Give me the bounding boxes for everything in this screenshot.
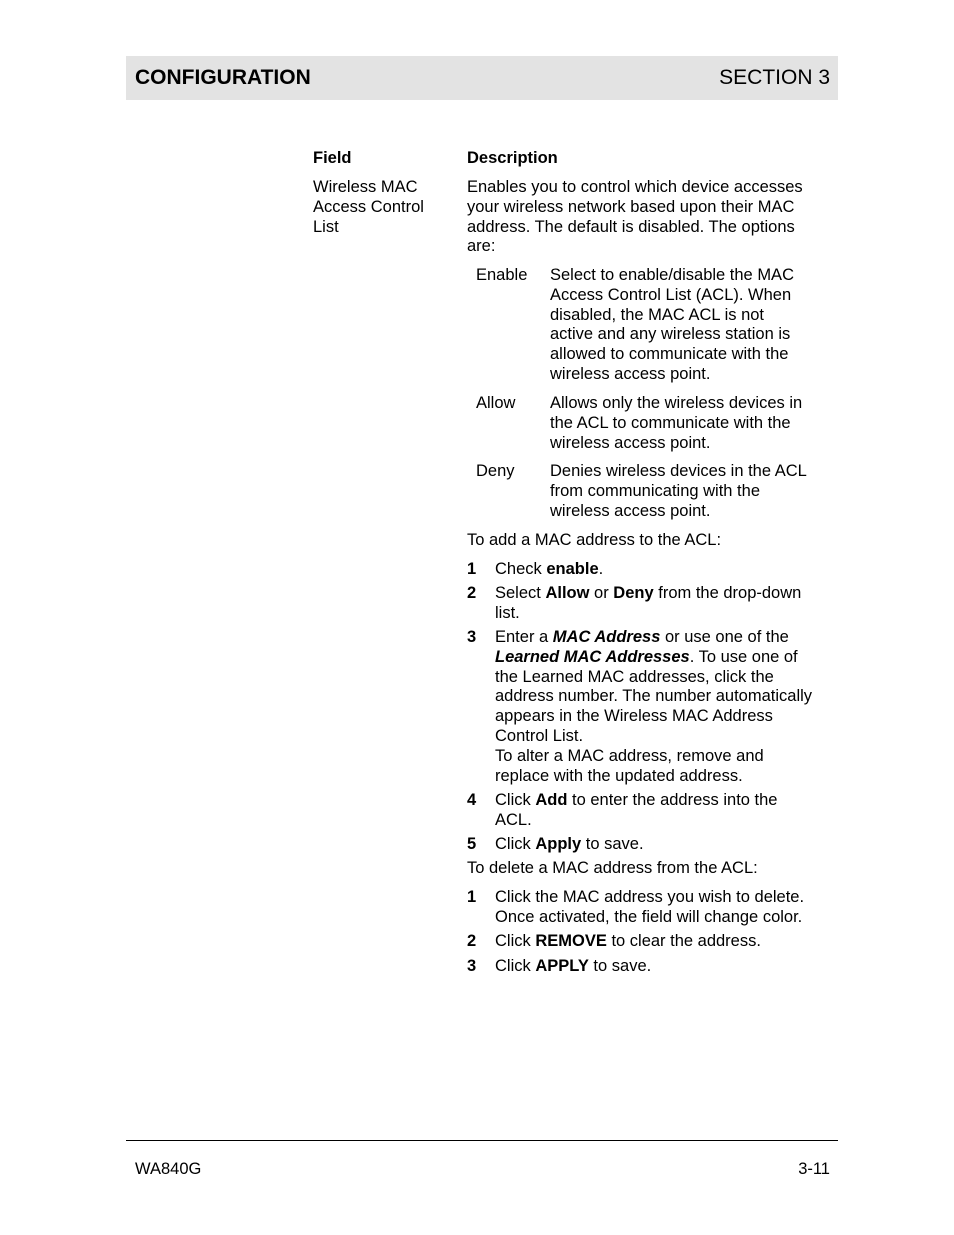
step-number: 5 (467, 835, 477, 853)
option-line: wireless access point. (550, 433, 711, 452)
option-line: disabled, the MAC ACL is not (550, 305, 765, 324)
option-term-deny: Deny (476, 462, 515, 480)
option-line: Access Control List (ACL). When (550, 285, 792, 304)
footer-page-number: 3-11 (798, 1160, 830, 1178)
footer-model: WA840G (135, 1160, 202, 1178)
option-line: Allows only the wireless devices in (550, 394, 803, 412)
delete-step-2: Click REMOVE to clear the address. (495, 932, 761, 950)
option-line: Select to enable/disable the MAC (550, 266, 794, 284)
option-line: wireless access point. (550, 364, 711, 383)
chapter-title: CONFIGURATION (135, 66, 311, 89)
option-desc-enable (550, 266, 835, 385)
option-line: Denies wireless devices in the ACL (550, 462, 807, 480)
option-line: from communicating with the (550, 481, 760, 500)
delete-procedure-intro: To delete a MAC address from the ACL: (467, 859, 758, 877)
description-line: are: (467, 237, 496, 256)
option-desc-deny (550, 462, 835, 521)
description-line: address. The default is disabled. The options (467, 217, 795, 236)
option-line: the ACL to communicate with the (550, 413, 791, 432)
add-step-3: Enter a MAC Address or use one of the Learned MAC Addresses. To use one of the Learned MAC addresses, click the address number. The number automatically appears in the Wireless MAC Address Control List. To alter a MAC address, remove and replace with the updated address. (495, 628, 813, 785)
column-header-field: Field (313, 149, 352, 167)
section-label: SECTION 3 (719, 66, 830, 89)
option-term-allow: Allow (476, 394, 516, 412)
field-description (467, 178, 837, 257)
delete-step-3: Click APPLY to save. (495, 957, 652, 975)
description-line: Enables you to control which device accesses (467, 178, 803, 196)
column-header-description: Description (467, 149, 558, 167)
option-term-enable: Enable (476, 266, 528, 284)
field-name (313, 178, 424, 237)
footer-divider (126, 1140, 838, 1141)
option-line: wireless access point. (550, 501, 711, 520)
step-number: 2 (467, 584, 477, 602)
add-step-2: Select Allow or Deny from the drop-down list. (495, 584, 802, 622)
field-name-line: Access Control (313, 197, 424, 216)
option-line: active and any wireless station is (550, 325, 791, 344)
delete-step-1: Click the MAC address you wish to delete. Once activated, the field will change color. (495, 888, 805, 926)
step-number: 2 (467, 932, 477, 950)
step-number: 4 (467, 791, 477, 809)
option-line: allowed to communicate with the (550, 345, 789, 364)
option-desc-allow (550, 394, 835, 453)
field-name-line: List (313, 217, 339, 236)
add-step-4: Click Add to enter the address into the ACL. (495, 791, 778, 829)
add-step-1: Check enable. (495, 560, 604, 578)
add-procedure-intro: To add a MAC address to the ACL: (467, 531, 722, 549)
add-step-5: Click Apply to save. (495, 835, 644, 853)
step-number: 1 (467, 888, 477, 906)
section-header (126, 56, 838, 100)
step-number: 3 (467, 957, 477, 975)
step-number: 3 (467, 628, 477, 646)
step-number: 1 (467, 560, 477, 578)
description-line: your wireless network based upon their MAC (467, 197, 795, 216)
field-name-line: Wireless MAC (313, 178, 418, 196)
